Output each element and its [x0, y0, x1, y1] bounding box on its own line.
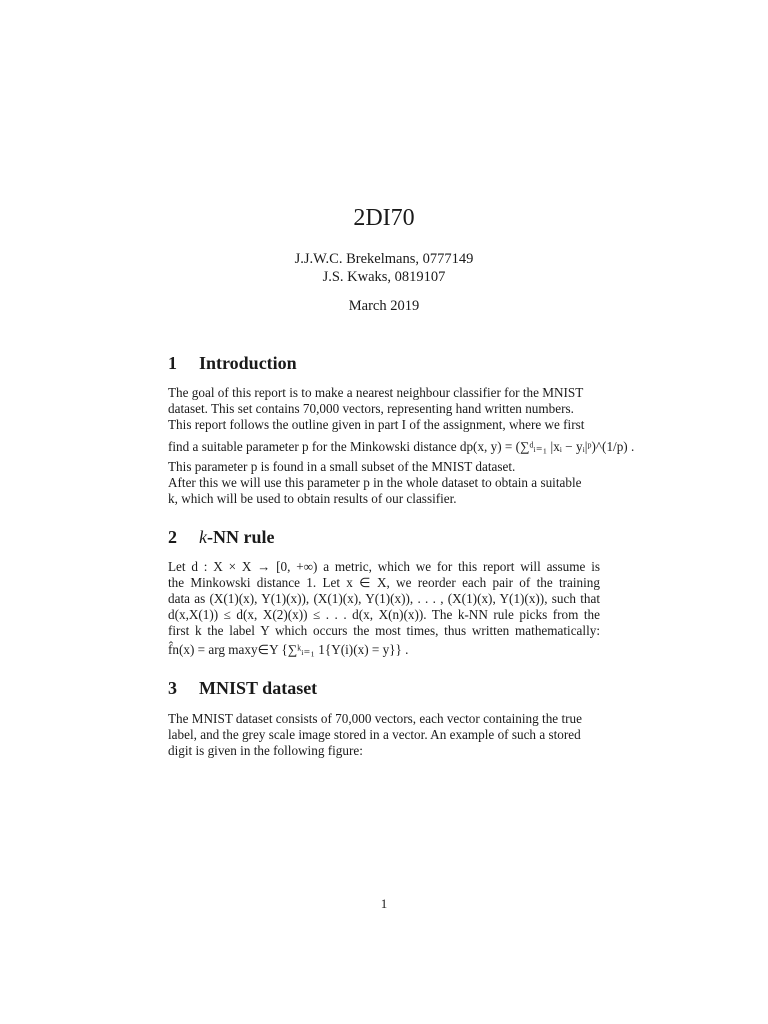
- section-title: Introduction: [199, 353, 297, 373]
- text-line: digit is given in the following figure:: [168, 743, 363, 758]
- text-line: The goal of this report is to make a nearest neighbour classifier for the MNIST: [168, 385, 584, 400]
- text-line: Let d : X × X → [0, +∞) a metric, which we for this report will assume is: [168, 559, 600, 574]
- page-number: 1: [380, 896, 388, 911]
- paper-date: March 2019: [348, 298, 420, 314]
- mnist-paragraph: [168, 711, 600, 759]
- section-title: -NN rule: [207, 527, 275, 547]
- knn-rule-paragraph: [168, 559, 600, 658]
- text-line: d(x,X(1)) ≤ d(x, X(2)(x)) ≤ . . . d(x, X(n)(x)). The k-NN rule picks from the: [168, 607, 600, 622]
- text-line: After this we will use this parameter p in the whole dataset to obtain a suitable: [168, 475, 582, 490]
- author-2: J.S. Kwaks, 0819107: [322, 269, 446, 285]
- text-line-formula: f̂n(x) = arg maxy∈Y {∑ᵏᵢ₌₁ 1{Y(i)(x) = y}} .: [168, 642, 409, 657]
- section-heading-introduction: [168, 353, 297, 374]
- author-1: J.J.W.C. Brekelmans, 0777149: [294, 251, 474, 267]
- section-number: 1: [168, 353, 177, 373]
- text-line-formula: find a suitable parameter p for the Minkowski distance dp(x, y) = (∑ᵈᵢ₌₁ |xᵢ − yᵢ|ᵖ)^(1/p) .: [168, 439, 635, 454]
- text-line: This report follows the outline given in part I of the assignment, where we first: [168, 417, 585, 432]
- text-line: label, and the grey scale image stored in a vector. An example of such a stored: [168, 727, 581, 742]
- text-line: The MNIST dataset consists of 70,000 vectors, each vector containing the true: [168, 711, 582, 726]
- section-title: MNIST dataset: [199, 678, 318, 698]
- text-line: first k the label Y which occurs the most times, thus written mathematically:: [168, 623, 600, 638]
- section-number: 3: [168, 678, 177, 698]
- section-title-math: k: [199, 527, 207, 547]
- introduction-paragraph: [168, 385, 635, 507]
- text-line: data as (X(1)(x), Y(1)(x)), (X(1)(x), Y(1)(x)), . . . , (X(1)(x), Y(1)(x)), such that: [168, 591, 600, 606]
- text-line: dataset. This set contains 70,000 vectors, representing hand written numbers.: [168, 401, 574, 416]
- section-heading-mnist: [168, 678, 317, 699]
- text-line: This parameter p is found in a small subset of the MNIST dataset.: [168, 459, 516, 474]
- paper-title: 2DI70: [353, 205, 415, 231]
- text-line: k, which will be used to obtain results of our classifier.: [168, 491, 457, 506]
- section-number: 2: [168, 527, 177, 547]
- section-heading-knn-rule: [168, 527, 274, 548]
- text-line: the Minkowski distance 1. Let x ∈ X, we reorder each pair of the training: [168, 575, 600, 590]
